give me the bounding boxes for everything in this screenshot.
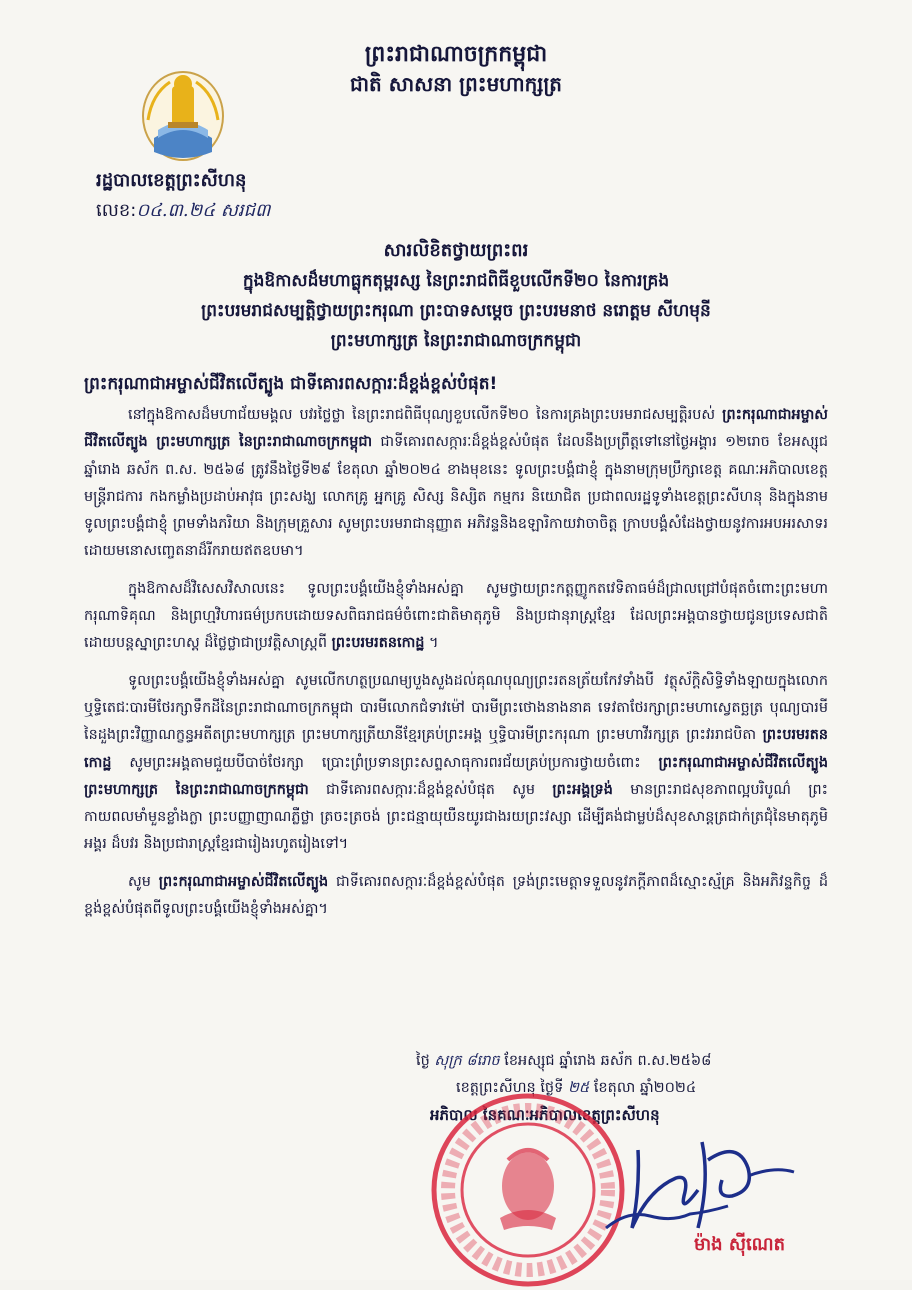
p3-text-d: ព្រះករុណាជាអម្ចាស់ជីវិតលើត្បូង ព្រះមហាក្សត្រ នៃព្រះរាជាណាចក្រកម្ពុជា [84,754,828,798]
letter-title [40,236,872,356]
p1-text-c: ជាទីគោរពសក្ការៈដ៏ខ្ពង់ខ្ពស់បំផុត ដែលនឹងប្រព្រឹត្តទៅនៅថ្ងៃអង្គារ ១២រោច ខែអស្សុជ ឆ្នាំរោង ឆស័ក ព.ស. ២៥៦៨ ត្រូវនឹងថ្ងៃទី២៩ ខែតុលា ឆ្នាំ២០២៤ ខាងមុខនេះ ទូលព្រះបង្គំជាខ្ញុំ ក្នុងនាមក្រុមប្រឹក្សាខេត្ត គណៈអភិបាលខេត្ត មន្រ្តីរាជការ កងកម្លាំងប្រដាប់អាវុធ ព្រះសង្ឃ លោកគ្រូ អ្នកគ្រូ សិស្ស និស្សិត កម្មករ និយោជិត ប្រជាពលរដ្ឋទូទាំងខេត្តព្រះសីហនុ និងក្នុងនាមទូលព្រះបង្គំជាខ្ញុំ ព្រមទាំងភរិយា និងក្រុមគ្រួសារ សូមព្រះបរមរាជានុញ្ញាត អភិវន្ទនិងឧឡារិកាយវាចាចិត្ត ក្រាបបង្គំសំដែងថ្វាយនូវការអបអរសាទរដោយមនោសញ្ចេតនាដ៏រីករាយឥតឧបមា។ [84,434,828,560]
p1-text-b: ព្រះករុណាជាអម្ចាស់ជីវិតលើត្បូង ព្រះមហាក្សត្រ នៃព្រះរាជាណាចក្រកម្ពុជា [84,407,828,451]
reference-label: លេខ: [96,200,137,221]
lunar-prefix: ថ្ងៃ [416,1053,430,1069]
paragraph-3 [84,668,828,859]
p3-text-f: ព្រះអង្គទ្រង់ [552,781,613,798]
p2-text-c: ។ [424,635,439,652]
p4-text-b: ព្រះករុណាជាអម្ចាស់ជីវិតលើត្បូង [158,873,329,890]
solar-suffix: ខែតុលា ឆ្នាំ២០២៤ [593,1080,697,1096]
p2-text-b: ព្រះបរមរតនកោដ្ឋ [331,635,425,652]
letter-body [84,402,828,933]
p3-text-g: មានព្រះរាជសុខភាពល្អបរិបូណ៌ ព្រះកាយពលមាំមួនខ្លាំងក្លា ព្រះបញ្ញាញាណភ្លឺថ្លា ត្រចះត្រចង់ ព្រះជន្មាយុយឺនយូរជាងរយព្រះវស្សា ដើម្បីគង់ជាម្លប់ដ៏សុខសាន្តត្រជាក់ត្រជុំនៃមាតុភូមិអង្គរ ដ៏បវរ និងប្រជារាស្រ្តខ្មែរជារៀងរហូតរៀងទៅ។ [84,781,828,853]
solar-prefix: ខេត្តព្រះសីហនុ ថ្ងៃទី [456,1080,564,1096]
title-line-4: ព្រះមហាក្សត្រ នៃព្រះរាជាណាចក្រកម្ពុជា [330,331,582,351]
p4-text-c: ជាទីគោរពសក្ការៈដ៏ខ្ពង់ខ្ពស់បំផុត ទ្រង់ព្រះមេត្តាទទួលនូវភក្តីភាពដ៏ស្មោះស្ម័គ្រ និងអភិវន្ទកិច្ច ដ៏ខ្ពង់ខ្ពស់បំផុតពីទូលព្រះបង្គំយើងខ្ញុំទាំងអស់គ្នា។ [84,873,828,918]
issuing-office: រដ្ឋបាលខេត្តព្រះសីហនុ [96,170,247,191]
title-line-3: ព្រះបរមរាជសម្បត្តិថ្វាយព្រះករុណា ព្រះបាទសម្តេច ព្រះបរមនាថ នរោត្តម សីហមុនី [201,301,711,321]
reference-value: ០៤.៣.២៤ សរជ៣ [136,200,271,221]
p4-text-a: សូម [128,873,159,890]
reference-number [96,198,270,224]
p3-text-a: ទូលព្រះបង្គំយើងខ្ញុំទាំងអស់គ្នា សូមលើកហត្ថប្រណម្យបួងសួងដល់គុណបុណ្យព្រះរតនត្រ័យកែវទាំងបី វត្ថុស័ក្តិសិទ្ធិទាំងឡាយក្នុងលោក ឬទ្ធិតេជៈបារមីថែរក្សាទឹកដីនៃព្រះរាជាណាចក្រកម្ពុជា បារមីលោកជំទាវម៉ៅ បារមីព្រះថោងនាងនាគ ទេវតាថែរក្សាព្រះមហាស្វេតច្ឆត្រ បុណ្យបារមីនៃដួងព្រះវិញ្ញាណក្ខន្ធអតីតព្រះមហាក្សត្រ ព្រះមហាក្សត្រីយានីខ្មែរគ្រប់ព្រះអង្គ ឬទ្ធិបារមីព្រះករុណា ព្រះមហាវីរក្សត្រ ព្រះវររាជបិតា [84,672,828,744]
signer-name: ម៉ាង ស៊ីណេត [694,1234,786,1255]
p1-text-a: នៅក្នុងឱកាសដ៏មហាជ័យមង្គល បវរថ្លៃថ្លា នៃព្រះរាជពិធីបុណ្យខួបលើកទី២០ នៃការគ្រងព្រះបរមរាជសម្បត្តិរបស់ [128,407,723,423]
p3-text-c: សូមព្រះអង្គតាមជួយបីបាច់ថែរក្សា ប្រោះព្រំប្រទានព្រះសព្ទសាធុការពរជ័យគ្រប់ប្រការថ្វាយចំពោះ [111,754,659,771]
p2-text-a: ក្នុងឱកាសដ៏វិសេសវិសាលនេះ ទូលព្រះបង្គំយើងខ្ញុំទាំងអស់គ្នា សូមថ្វាយព្រះកត្តញ្ញូកតវេទិតាធម៌ដ៏ជ្រាលជ្រៅបំផុតចំពោះព្រះមហាករុណាទិគុណ និងព្រហ្មវិហារធម៌ប្រកបដោយទសពិធរាជធម៌ចំពោះជាតិមាតុភូមិ និងប្រជានុរាស្រ្តខ្មែរ ដែលព្រះអង្គបានថ្វាយជូនប្រទេសជាតិដោយបន្តស្នាព្រះហស្ត ដ៏ថ្លៃថ្លាជាប្រវត្តិសាស្រ្តពី [84,580,828,652]
handwritten-signature-icon [598,1120,808,1250]
solar-handwritten: ២៥ [567,1080,590,1096]
paragraph-2 [84,576,828,658]
national-motto: ជាតិ សាសនា ព្រះមហាក្សត្រ [350,72,562,96]
kingdom-name: ព្រះរាជាណាចក្រកម្ពុជា [364,42,548,67]
lunar-suffix: ខែអស្សុជ ឆ្នាំរោង ឆស័ក ព.ស.២៥៦៨ [504,1053,712,1069]
signer-position: អភិបាល នៃគណៈអភិបាលខេត្តព្រះសីហនុ [430,1106,660,1124]
lunar-handwritten: សុក្រ ៨រោច [434,1053,500,1069]
paragraph-4 [84,869,828,924]
provincial-emblem-icon [140,64,226,162]
title-line-1: សារលិខិតថ្វាយព្រះពរ [383,240,529,261]
paragraph-1 [84,402,828,566]
salutation: ព្រះករុណាជាអម្ចាស់ជីវិតលើត្បូង ជាទីគោរពសក្ការៈដ៏ខ្ពង់ខ្ពស់បំផុត! [84,374,498,394]
p3-text-b: ព្រះបរមរតនកោដ្ឋ [84,727,828,771]
title-line-2: ក្នុងឱកាសដ៏មហាធ្លុកតុម្ពរស្ស នៃព្រះរាជពិធីខួបលើកទី២០ នៃការគ្រង [242,271,670,291]
lunar-date [400,1048,860,1075]
p3-text-e: ជាទីគោរពសក្ការៈដ៏ខ្ពង់ខ្ពស់បំផុត សូម [308,781,553,798]
kingdom-header [0,40,912,98]
